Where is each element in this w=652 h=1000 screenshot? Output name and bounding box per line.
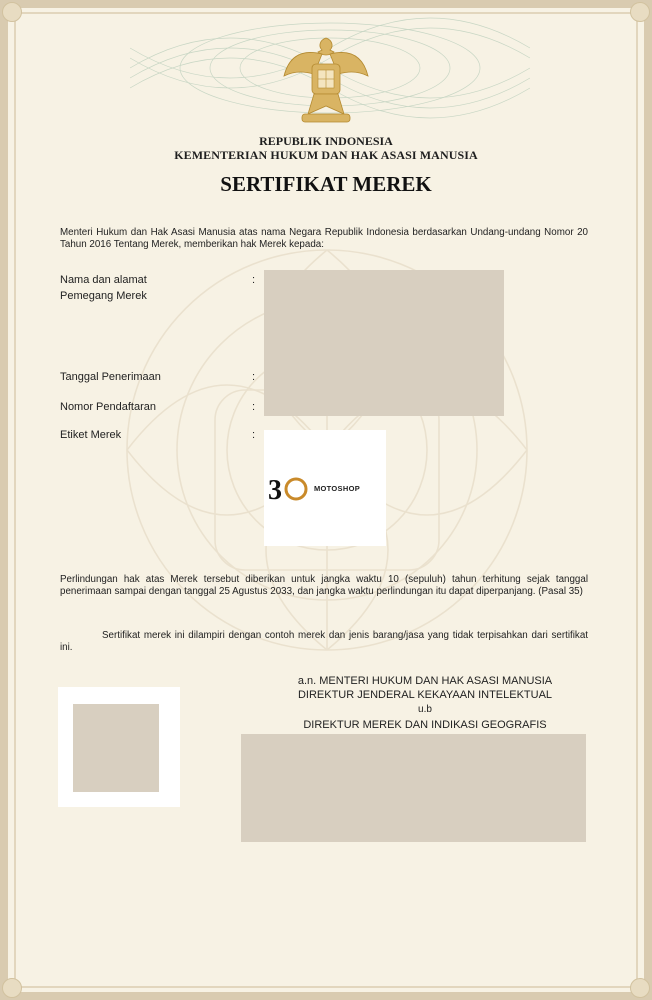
logo-mark-digit: 3 [268, 475, 282, 504]
registration-colon: : [252, 401, 256, 413]
signature-line-2: DIREKTUR JENDERAL KEKAYAAN INTELEKTUAL [297, 689, 553, 701]
attachment-paragraph: Sertifikat merek ini dilampiri dengan contoh merek dan jenis barang/jasa yang tidak terpisahkan dari sertifikat ini. [60, 630, 588, 653]
redacted-holder-details [264, 270, 504, 416]
etiket-label: Etiket Merek [60, 429, 122, 441]
signature-line-3: u.b [418, 704, 432, 715]
logo-360-mark-icon [268, 474, 308, 504]
holder-colon: : [252, 274, 256, 286]
country-heading: REPUBLIK INDONESIA [259, 134, 393, 148]
date-label: Tanggal Penerimaan [60, 371, 161, 383]
corner-ornament [630, 978, 650, 998]
logo-wordmark: MOTOSHOP [314, 484, 361, 493]
garuda-emblem-icon [278, 30, 374, 126]
date-colon: : [252, 371, 256, 383]
ministry-heading: KEMENTERIAN HUKUM DAN HAK ASASI MANUSIA [174, 148, 478, 162]
intro-paragraph: Menteri Hukum dan Hak Asasi Manusia atas nama Negara Republik Indonesia berdasarkan Undang-undang Nomor 20 Tahun 2016 Tentang Merek, memberikan hak Merek kepada: [60, 227, 588, 250]
certificate-title: SERTIFIKAT MEREK [220, 172, 432, 196]
redacted-qr-code [73, 704, 159, 792]
corner-ornament [2, 978, 22, 998]
holder-label-line2: Pemegang Merek [60, 290, 147, 302]
corner-ornament [2, 2, 22, 22]
registration-label: Nomor Pendaftaran [60, 401, 156, 413]
protection-paragraph: Perlindungan hak atas Merek tersebut diberikan untuk jangka waktu 10 (sepuluh) tahun terhitung sejak tanggal penerimaan sampai dengan tanggal 25 Agustus 2033, dan jangka waktu perlindungan itu dapat diperpanjang. (Pasal 35) [60, 574, 588, 597]
corner-ornament [630, 2, 650, 22]
redacted-signature [241, 734, 586, 842]
holder-label-line1: Nama dan alamat [60, 274, 147, 286]
signature-line-4: DIREKTUR MEREK DAN INDIKASI GEOGRAFIS [303, 719, 547, 731]
etiket-colon: : [252, 429, 256, 441]
signature-line-1: a.n. MENTERI HUKUM DAN HAK ASASI MANUSIA [297, 675, 553, 687]
